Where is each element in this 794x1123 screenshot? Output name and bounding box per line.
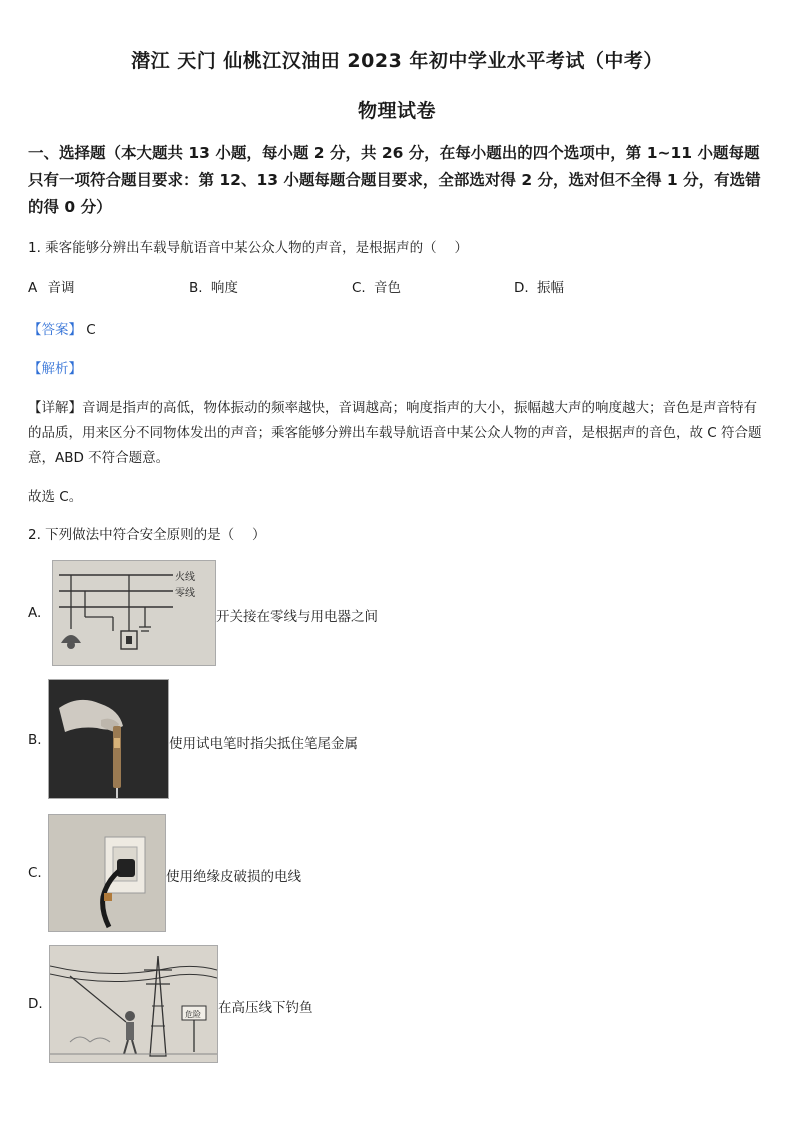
option-text: 响度 [210, 280, 238, 296]
answer-value: C [86, 322, 96, 338]
option-letter: A [28, 280, 38, 296]
q2-option-b-caption: 使用试电笔时指尖抵住笔尾金属 [169, 736, 358, 752]
q1-option-d [514, 276, 564, 296]
q1-option-b [189, 276, 238, 296]
detail-paragraph [28, 396, 768, 471]
neutral-wire-label: 零线 [175, 588, 195, 599]
q2-option-c-letter: C. [28, 865, 42, 881]
option-letter: D. [514, 280, 529, 296]
option-text: 音色 [374, 280, 402, 296]
q2-option-c-caption: 使用绝缘皮破损的电线 [166, 869, 301, 885]
section-heading: 一、选择题（本大题共 13 小题，每小题 2 分，共 26 分，在每小题出的四个选项中，第 1~11 小题每题只有一项符合题目要求：第 12、13 小题每题合题目要求，全部选对得 2 分，选对但不全得 1 分，有选错的得 0 分） [28, 144, 761, 216]
option-text: 音调 [47, 280, 75, 296]
conclusion: 故选 C。 [28, 489, 83, 505]
detail-tag: 【详解】 [28, 400, 82, 416]
live-wire-label: 火线 [175, 572, 195, 583]
detail-text: 音调是指声的高低，物体振动的频率越快，音调越高；响度指声的大小，振幅越大声的响度越大；音色是声音特有的品质，用来区分不同物体发出的声音；乘客能够分辨出车载导航语音中某公众人物的声音，是根据声的音色，故 C 符合题意，ABD 不符合题意。 [28, 400, 762, 466]
exam-subtitle: 物理试卷 [357, 100, 436, 122]
q1-option-a [28, 276, 75, 296]
q2-option-a-caption: 开关接在零线与用电器之间 [216, 609, 378, 625]
q1-option-c [352, 276, 401, 296]
fishing-under-powerline-image [49, 945, 218, 1063]
answer-tag: 【答案】 [28, 322, 82, 338]
danger-sign-label: 危险 [185, 1010, 201, 1019]
q2-option-a-letter: A. [28, 605, 42, 621]
option-letter: C. [352, 280, 366, 296]
option-text: 振幅 [536, 280, 564, 296]
q2-option-d-caption: 在高压线下钓鱼 [218, 1000, 313, 1016]
question-1-stem: 1. 乘客能够分辨出车载导航语音中某公众人物的声音，是根据声的（ ） [28, 240, 468, 256]
analysis-line [28, 359, 82, 379]
exam-title: 潜江 天门 仙桃江汉油田 2023 年初中学业水平考试（中考） [131, 50, 663, 72]
analysis-tag: 【解析】 [28, 361, 82, 377]
damaged-wire-photo [48, 814, 166, 932]
test-pen-photo [48, 679, 169, 799]
q2-option-d-letter: D. [28, 996, 43, 1012]
answer-line [28, 320, 96, 340]
question-2-stem: 2. 下列做法中符合安全原则的是（ ） [28, 527, 266, 543]
wiring-diagram-image [52, 560, 216, 666]
option-letter: B. [189, 280, 203, 296]
q2-option-b-letter: B. [28, 732, 42, 748]
